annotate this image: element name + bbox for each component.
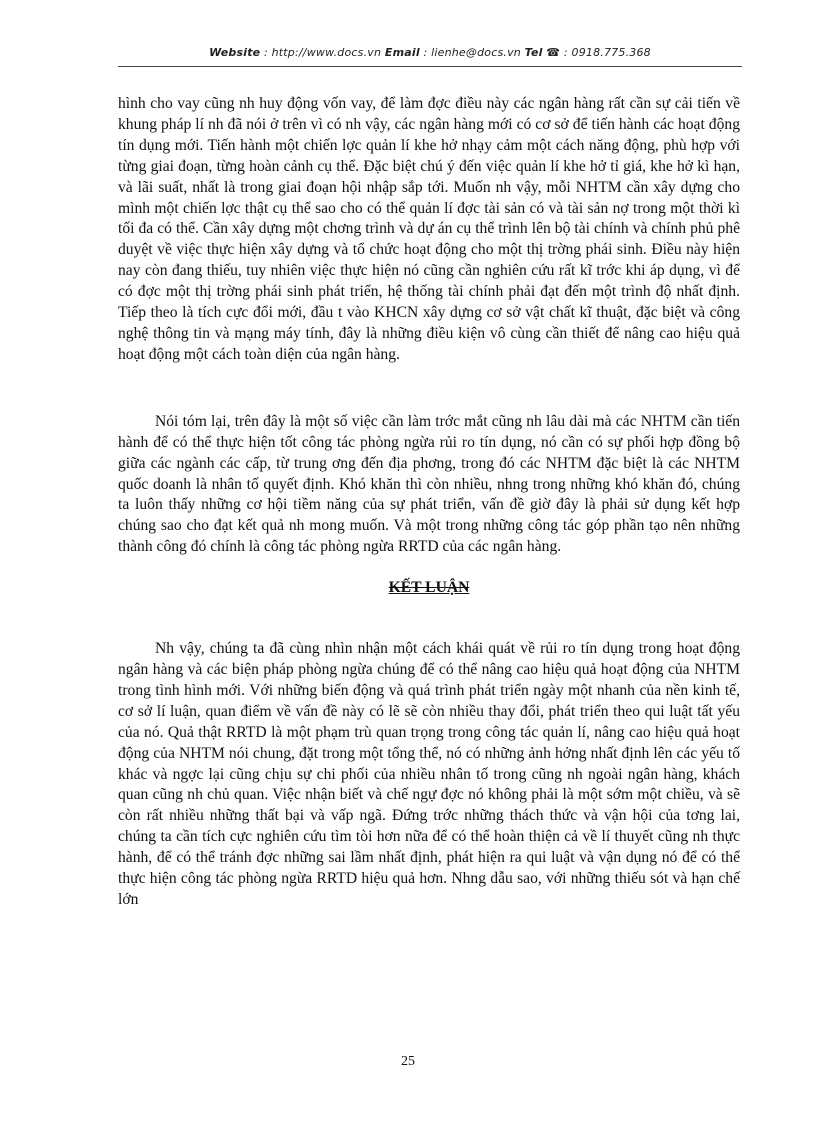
email-label: Email xyxy=(384,46,420,59)
body-paragraph: Nh vậy, chúng ta đã cùng nhìn nhận một cách khái quát về rủi ro tín dụng trong hoạt động ngân hàng và các biện pháp phòng ngừa chúng để có thể nâng cao hiệu quả hoạt động của NHTM trong tình hình mới. Với những biến động và quá trình phát triển ngày một nhanh của nền kinh tế, cơ sở lí luận, quan điểm về vấn đề này có lẽ sẽ còn nhiều thay đổi, phát triển theo qui luật tất yếu của nó. Quả thật RRTD là một phạm trù quan trọng trong công tác quản lí, nâng cao hiệu quả hoạt động của NHTM nói chung, đặt trong một tổng thể, nó có những ảnh hởng nhất định lên các yếu tố khác và ngợc lại cũng chịu sự chi phối của nhiều nhân tố trong cũng nh ngoài ngân hàng, khách quan cũng nh chủ quan. Việc nhận biết và chế ngự đợc nó không phải là một sớm một chiều, và sẽ còn rất nhiều những thất bại và vấp ngã. Đứng trớc những thách thức và vận hội của tơng lai, chúng ta cần tích cực nghiên cứu tìm tòi hơn nữa để có thể hoàn thiện cả về lí thuyết cũng nh thực hành, để có thể tránh đợc những sai lầm nhất định, phát hiện ra qui luật và vận dụng nó để có thể thực hiện công tác phòng ngừa RRTD hiệu quả hơn. Nhng dẫu sao, với những thiếu sót và hạn chế lớn xyxy=(118,640,740,908)
section-heading-container xyxy=(118,578,740,598)
header-divider xyxy=(118,66,742,67)
page-number: 25 xyxy=(401,1054,415,1069)
section-heading: KẾT LUẬN xyxy=(388,579,470,597)
document-body xyxy=(118,94,740,911)
body-paragraph: hình cho vay cũng nh huy động vốn vay, để làm đợc điều này các ngân hàng rất cần sự cải tiến về khung pháp lí nh đã nói ở trên vì có nh vậy, các ngân hàng mới có cơ sở để tiến hành các hoạt động tín dụng mới. Tiến hành một chiến lợc quản lí khe hở nhạy cảm một cách năng động, phù hợp với từng giai đoạn, từng hoàn cảnh cụ thể. Đặc biệt chú ý đến việc quản lí khe hở tỉ giá, khe hở kì hạn, và lãi suất, nhất là trong giai đoạn hội nhập sắp tới. Muốn nh vậy, mỗi NHTM cần xây dựng cho mình một chiến lợc thật cụ thể sao cho có thể quản lí đợc tài sản có và tài sản nợ trong một thời kì tối đa có thể. Cần xây dựng một chơng trình và dự án cụ thể trình lên bộ tài chính và chính phủ phê duyệt về việc thực hiện xây dựng và tổ chức hoạt động cho một thị trờng phái sinh. Điều này hiện nay còn đang thiếu, tuy nhiên việc thực hiện nó cũng cần nghiên cứu rất kĩ trớc khi áp dụng, vì để có đợc một thị trờng phái sinh phát triển, hệ thống tài chính phải đạt đến một trình độ nhất định. Tiếp theo là tích cực đổi mới, đầu t vào KHCN xây dựng cơ sở vật chất kĩ thuật, đặc biệt và công nghệ thông tin và mạng máy tính, đây là những điều kiện vô cùng cần thiết để nâng cao hiệu quả hoạt động một cách toàn diện của ngân hàng. xyxy=(118,95,740,363)
page-header xyxy=(118,46,742,66)
body-paragraph: Nói tóm lại, trên đây là một số việc cần làm trớc mắt cũng nh lâu dài mà các NHTM cần tiến hành để có thể thực hiện tốt công tác phòng ngừa rủi ro tín dụng, nó cần có sự phối hợp đồng bộ giữa các ngành các cấp, từ trung ơng đến địa phơng, trong đó các NHTM đặc biệt là các NHTM quốc doanh là nhân tố quyết định. Khó khăn thì còn nhiều, nhng trong những khó khăn đó, chúng ta luôn thấy những cơ hội tiềm năng của sự phát triển, vấn đề giờ đây là phải sử dụng kết hợp chúng sao cho đạt kết quả nh mong muốn. Và một trong những công tác góp phần tạo nên những thành công đó chính là công tác phòng ngừa RRTD của các ngân hàng. xyxy=(118,412,740,556)
website-url: : http://www.docs.vn xyxy=(260,46,385,59)
website-label: Website xyxy=(209,46,261,59)
tel-label: Tel xyxy=(524,46,543,59)
email-address: : lienhe@docs.vn xyxy=(419,46,525,59)
phone-number: ☎ : 0918.775.368 xyxy=(542,46,651,59)
